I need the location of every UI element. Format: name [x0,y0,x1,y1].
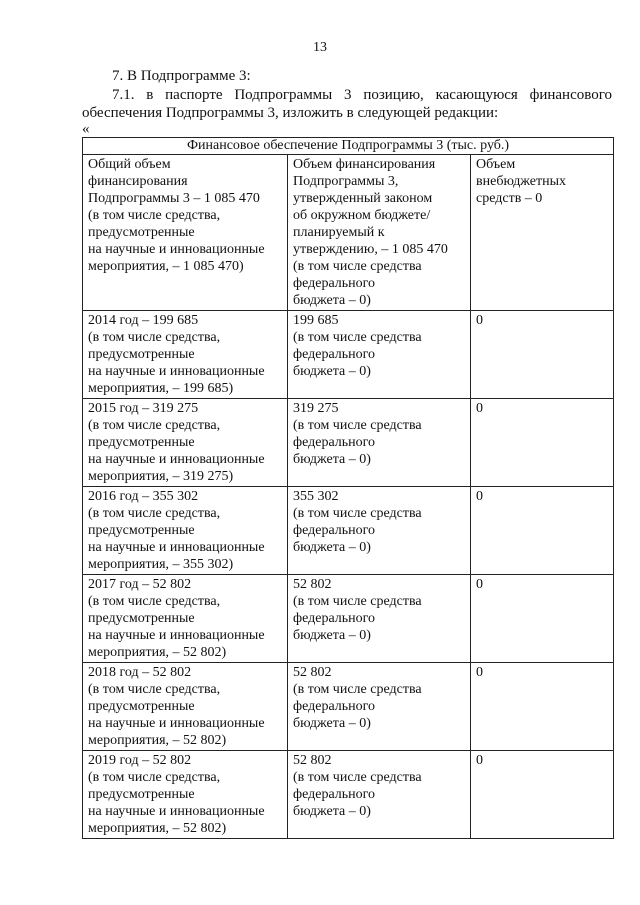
year-extrabudgetary-cell: 0 [471,311,614,399]
opening-quote-mark: « [82,121,90,137]
year-total-cell: 2017 год – 52 802 (в том числе средства, предусмотренные на научные и инновационные мероприятия, – 52 802) [83,575,288,663]
year-budget-cell: 52 802 (в том числе средства федерального бюджета – 0) [288,575,471,663]
year-budget-cell: 52 802 (в том числе средства федерального бюджета – 0) [288,663,471,751]
year-budget-cell: 319 275 (в том числе средства федерального бюджета – 0) [288,399,471,487]
year-budget-cell: 355 302 (в том числе средства федерального бюджета – 0) [288,487,471,575]
section-heading: 7. В Подпрограмме 3: [112,68,251,84]
budget-financing-cell: Объем финансирования Подпрограммы 3, утвержденный законом об окружном бюджете/ планируемый к утверждению, – 1 085 470 (в том числе средства федерального бюджета – 0) [288,155,471,311]
table-row [83,487,614,575]
year-total-cell: 2016 год – 355 302 (в том числе средства, предусмотренные на научные и инновационные мероприятия, – 355 302) [83,487,288,575]
table-row [83,311,614,399]
year-total-cell: 2018 год – 52 802 (в том числе средства, предусмотренные на научные и инновационные мероприятия, – 52 802) [83,663,288,751]
year-extrabudgetary-cell: 0 [471,751,614,839]
table-row [83,663,614,751]
table-row [83,751,614,839]
year-extrabudgetary-cell: 0 [471,487,614,575]
year-total-cell: 2019 год – 52 802 (в том числе средства, предусмотренные на научные и инновационные мероприятия, – 52 802) [83,751,288,839]
year-budget-cell: 52 802 (в том числе средства федерального бюджета – 0) [288,751,471,839]
year-extrabudgetary-cell: 0 [471,663,614,751]
table-title: Финансовое обеспечение Подпрограммы 3 (тыс. руб.) [83,138,614,155]
table-header-row [83,155,614,311]
total-financing-cell: Общий объем финансирования Подпрограммы 3 – 1 085 470 (в том числе средства, предусмотренные на научные и инновационные мероприятия, – 1 085 470) [83,155,288,311]
year-extrabudgetary-cell: 0 [471,575,614,663]
year-total-cell: 2015 год – 319 275 (в том числе средства, предусмотренные на научные и инновационные мероприятия, – 319 275) [83,399,288,487]
table-row [83,399,614,487]
financing-table [82,137,614,839]
extrabudgetary-cell: Объем внебюджетных средств – 0 [471,155,614,311]
table-row [83,575,614,663]
year-budget-cell: 199 685 (в том числе средства федерального бюджета – 0) [288,311,471,399]
page-number: 13 [313,40,327,55]
amendment-paragraph: 7.1. в паспорте Подпрограммы 3 позицию, касающуюся финансового обеспечения Подпрограммы 3, изложить в следующей редакции: [82,87,612,121]
year-extrabudgetary-cell: 0 [471,399,614,487]
table-title-row [83,138,614,155]
year-total-cell: 2014 год – 199 685 (в том числе средства, предусмотренные на научные и инновационные мероприятия, – 199 685) [83,311,288,399]
